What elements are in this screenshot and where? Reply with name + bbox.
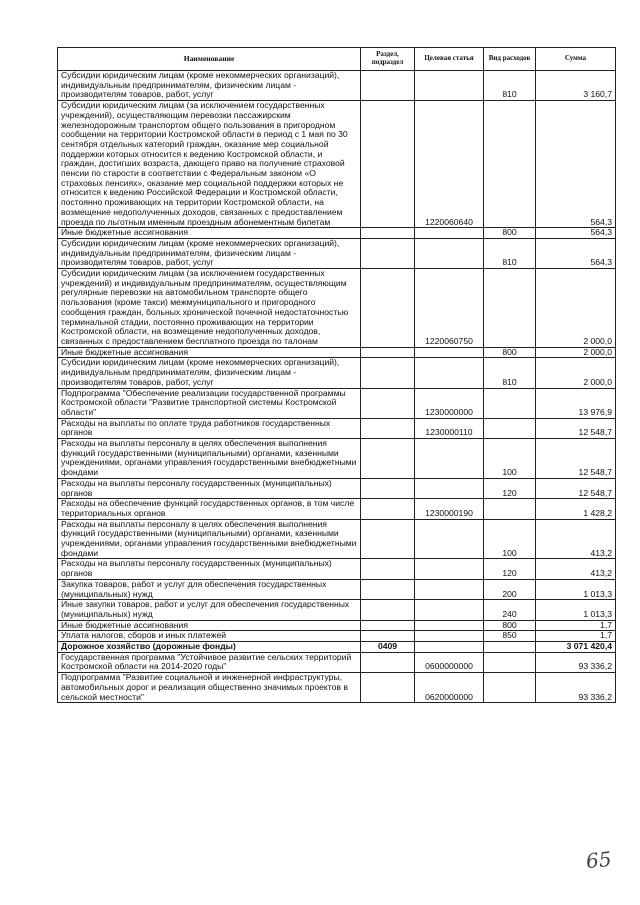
cell-type: 800	[484, 347, 536, 358]
table-row	[58, 347, 616, 358]
cell-type: 120	[484, 478, 536, 498]
cell-section	[361, 600, 415, 620]
cell-type	[484, 388, 536, 418]
cell-section	[361, 388, 415, 418]
cell-name: Субсидии юридическим лицам (за исключением государственных учреждений), осуществляющим перевозки пассажирским железнодорожным транспортом общего пользования в пригородном сообщении на территории Костромской области в период с 1 мая по 30 сентября отдельных категорий граждан, оказание мер социальной поддержки которых относится к ведению Костромской области, и граждан, достигших возраста, дающего право на получение страховой пенсии по старости в соответствии с Федеральным законом «О страховых пенсиях», оказание мер социальной поддержки которых не относится к ведению Российской Федерации и Костромской области, постоянно проживающих на территории Костромской области, на возмещение недополученных доходов, связанных с предоставлением проезда по льготным именным проездным абонементным билетам	[58, 101, 361, 228]
table-row	[58, 388, 616, 418]
table-row	[58, 101, 616, 228]
cell-type: 100	[484, 439, 536, 479]
cell-name: Подпрограмма "Обеспечение реализации государственной программы Костромской области "Развитие транспортной системы Костромской области"	[58, 388, 361, 418]
table-row	[58, 269, 616, 348]
header-name: Наименование	[58, 48, 361, 71]
cell-section	[361, 579, 415, 599]
table-row	[58, 652, 616, 672]
cell-sum: 13 976,9	[536, 388, 616, 418]
cell-section	[361, 358, 415, 388]
cell-name: Уплата налогов, сборов и иных платежей	[58, 631, 361, 642]
cell-name: Субсидии юридическим лицам (кроме некоммерческих организаций), индивидуальным предпринимателям, физическим лицам - производителям товаров, работ, услуг	[58, 238, 361, 268]
cell-name: Подпрограмма "Развитие социальной и инженерной инфраструктуры, автомобильных дорог и реализация общественно значимых проектов в сельской местности"	[58, 673, 361, 703]
cell-type	[484, 642, 536, 653]
cell-name: Дорожное хозяйство (дорожные фонды)	[58, 642, 361, 653]
cell-type	[484, 652, 536, 672]
cell-target: 1230000110	[415, 418, 484, 438]
cell-section	[361, 238, 415, 268]
cell-target: 0600000000	[415, 652, 484, 672]
cell-target	[415, 631, 484, 642]
cell-target	[415, 620, 484, 631]
cell-sum: 2 000,0	[536, 269, 616, 348]
table-row	[58, 358, 616, 388]
cell-target	[415, 439, 484, 479]
table-row	[58, 418, 616, 438]
table-row	[58, 71, 616, 101]
cell-target: 1230000000	[415, 388, 484, 418]
cell-sum: 2 000,0	[536, 347, 616, 358]
cell-sum: 1 428,2	[536, 499, 616, 519]
cell-type: 100	[484, 519, 536, 559]
cell-target	[415, 238, 484, 268]
cell-type: 240	[484, 600, 536, 620]
cell-type: 800	[484, 620, 536, 631]
cell-sum: 2 000,0	[536, 358, 616, 388]
cell-name: Расходы на выплаты персоналу государственных (муниципальных) органов	[58, 559, 361, 579]
cell-sum: 564,3	[536, 238, 616, 268]
page-number: 65	[584, 846, 613, 874]
cell-sum: 12 548,7	[536, 418, 616, 438]
cell-section	[361, 347, 415, 358]
cell-section	[361, 228, 415, 239]
budget-table-container	[57, 47, 615, 703]
table-row	[58, 228, 616, 239]
cell-target	[415, 358, 484, 388]
table-row	[58, 238, 616, 268]
cell-target	[415, 228, 484, 239]
cell-sum: 413,2	[536, 559, 616, 579]
table-row	[58, 642, 616, 653]
cell-type: 120	[484, 559, 536, 579]
cell-sum: 564,3	[536, 228, 616, 239]
cell-section	[361, 620, 415, 631]
table-row	[58, 478, 616, 498]
cell-type	[484, 101, 536, 228]
cell-section	[361, 652, 415, 672]
header-sum: Сумма	[536, 48, 616, 71]
cell-target: 1230000190	[415, 499, 484, 519]
cell-name: Иные бюджетные ассигнования	[58, 228, 361, 239]
table-row	[58, 600, 616, 620]
cell-name: Государственная программа "Устойчивое развитие сельских территорий Костромской области на 2014-2020 годы"	[58, 652, 361, 672]
header-type: Вид расходов	[484, 48, 536, 71]
cell-type	[484, 499, 536, 519]
cell-name: Субсидии юридическим лицам (за исключением государственных учреждений) и индивидуальным предпринимателям, осуществляющим регулярные перевозки на автомобильном транспорте общего пользования (кроме такси) межмуниципального и пригородного сообщения граждан, больных хронической почечной недостаточностью терминальной стадии, постоянно проживающих на территории Костромской области, на возмещение недополученных доходов, связанных с предоставлением бесплатного проезда по талонам	[58, 269, 361, 348]
cell-target	[415, 347, 484, 358]
cell-type	[484, 673, 536, 703]
cell-section	[361, 673, 415, 703]
cell-type	[484, 269, 536, 348]
cell-type: 810	[484, 238, 536, 268]
cell-section	[361, 71, 415, 101]
table-header-row	[58, 48, 616, 71]
cell-type: 800	[484, 228, 536, 239]
table-row	[58, 579, 616, 599]
cell-sum: 1 013,3	[536, 600, 616, 620]
cell-name: Расходы на выплаты по оплате труда работников государственных органов	[58, 418, 361, 438]
cell-name: Расходы на выплаты персоналу государственных (муниципальных) органов	[58, 478, 361, 498]
table-row	[58, 559, 616, 579]
cell-name: Закупка товаров, работ и услуг для обеспечения государственных (муниципальных) нужд	[58, 579, 361, 599]
cell-name: Иные бюджетные ассигнования	[58, 347, 361, 358]
cell-target: 1220060640	[415, 101, 484, 228]
cell-type: 200	[484, 579, 536, 599]
cell-section	[361, 631, 415, 642]
table-row	[58, 439, 616, 479]
table-row	[58, 673, 616, 703]
table-row	[58, 631, 616, 642]
cell-section	[361, 559, 415, 579]
budget-table	[57, 47, 616, 703]
cell-section	[361, 478, 415, 498]
cell-target	[415, 519, 484, 559]
cell-sum: 413,2	[536, 519, 616, 559]
cell-section	[361, 439, 415, 479]
cell-type: 810	[484, 358, 536, 388]
cell-section: 0409	[361, 642, 415, 653]
cell-name: Расходы на выплаты персоналу в целях обеспечения выполнения функций государственными (муниципальными) органами, казенными учреждениями, органами управления государственными внебюджетными фондами	[58, 439, 361, 479]
cell-sum: 93 336,2	[536, 652, 616, 672]
cell-section	[361, 269, 415, 348]
cell-type: 850	[484, 631, 536, 642]
cell-sum: 93 336,2	[536, 673, 616, 703]
cell-name: Расходы на обеспечение функций государственных органов, в том числе территориальных органов	[58, 499, 361, 519]
header-section: Раздел, подраздел	[361, 48, 415, 71]
cell-target	[415, 642, 484, 653]
cell-target	[415, 478, 484, 498]
cell-target: 0620000000	[415, 673, 484, 703]
cell-target	[415, 600, 484, 620]
table-row	[58, 519, 616, 559]
header-target: Целевая статья	[415, 48, 484, 71]
cell-target: 1220060750	[415, 269, 484, 348]
cell-sum: 1,7	[536, 631, 616, 642]
cell-sum: 3 160,7	[536, 71, 616, 101]
cell-sum: 3 071 420,4	[536, 642, 616, 653]
cell-name: Субсидии юридическим лицам (кроме некоммерческих организаций), индивидуальным предпринимателям, физическим лицам - производителям товаров, работ, услуг	[58, 358, 361, 388]
cell-sum: 12 548,7	[536, 439, 616, 479]
cell-sum: 1,7	[536, 620, 616, 631]
cell-section	[361, 101, 415, 228]
cell-target	[415, 71, 484, 101]
cell-sum: 12 548,7	[536, 478, 616, 498]
cell-type	[484, 418, 536, 438]
cell-section	[361, 418, 415, 438]
cell-section	[361, 499, 415, 519]
cell-target	[415, 579, 484, 599]
cell-name: Иные закупки товаров, работ и услуг для обеспечения государственных (муниципальных) нужд	[58, 600, 361, 620]
cell-name: Расходы на выплаты персоналу в целях обеспечения выполнения функций государственными (муниципальными) органами, казенными учреждениями, органами управления государственными внебюджетными фондами	[58, 519, 361, 559]
cell-section	[361, 519, 415, 559]
cell-sum: 1 013,3	[536, 579, 616, 599]
cell-target	[415, 559, 484, 579]
cell-name: Субсидии юридическим лицам (кроме некоммерческих организаций), индивидуальным предпринимателям, физическим лицам - производителям товаров, работ, услуг	[58, 71, 361, 101]
cell-type: 810	[484, 71, 536, 101]
table-row	[58, 620, 616, 631]
cell-sum: 564,3	[536, 101, 616, 228]
cell-name: Иные бюджетные ассигнования	[58, 620, 361, 631]
table-row	[58, 499, 616, 519]
